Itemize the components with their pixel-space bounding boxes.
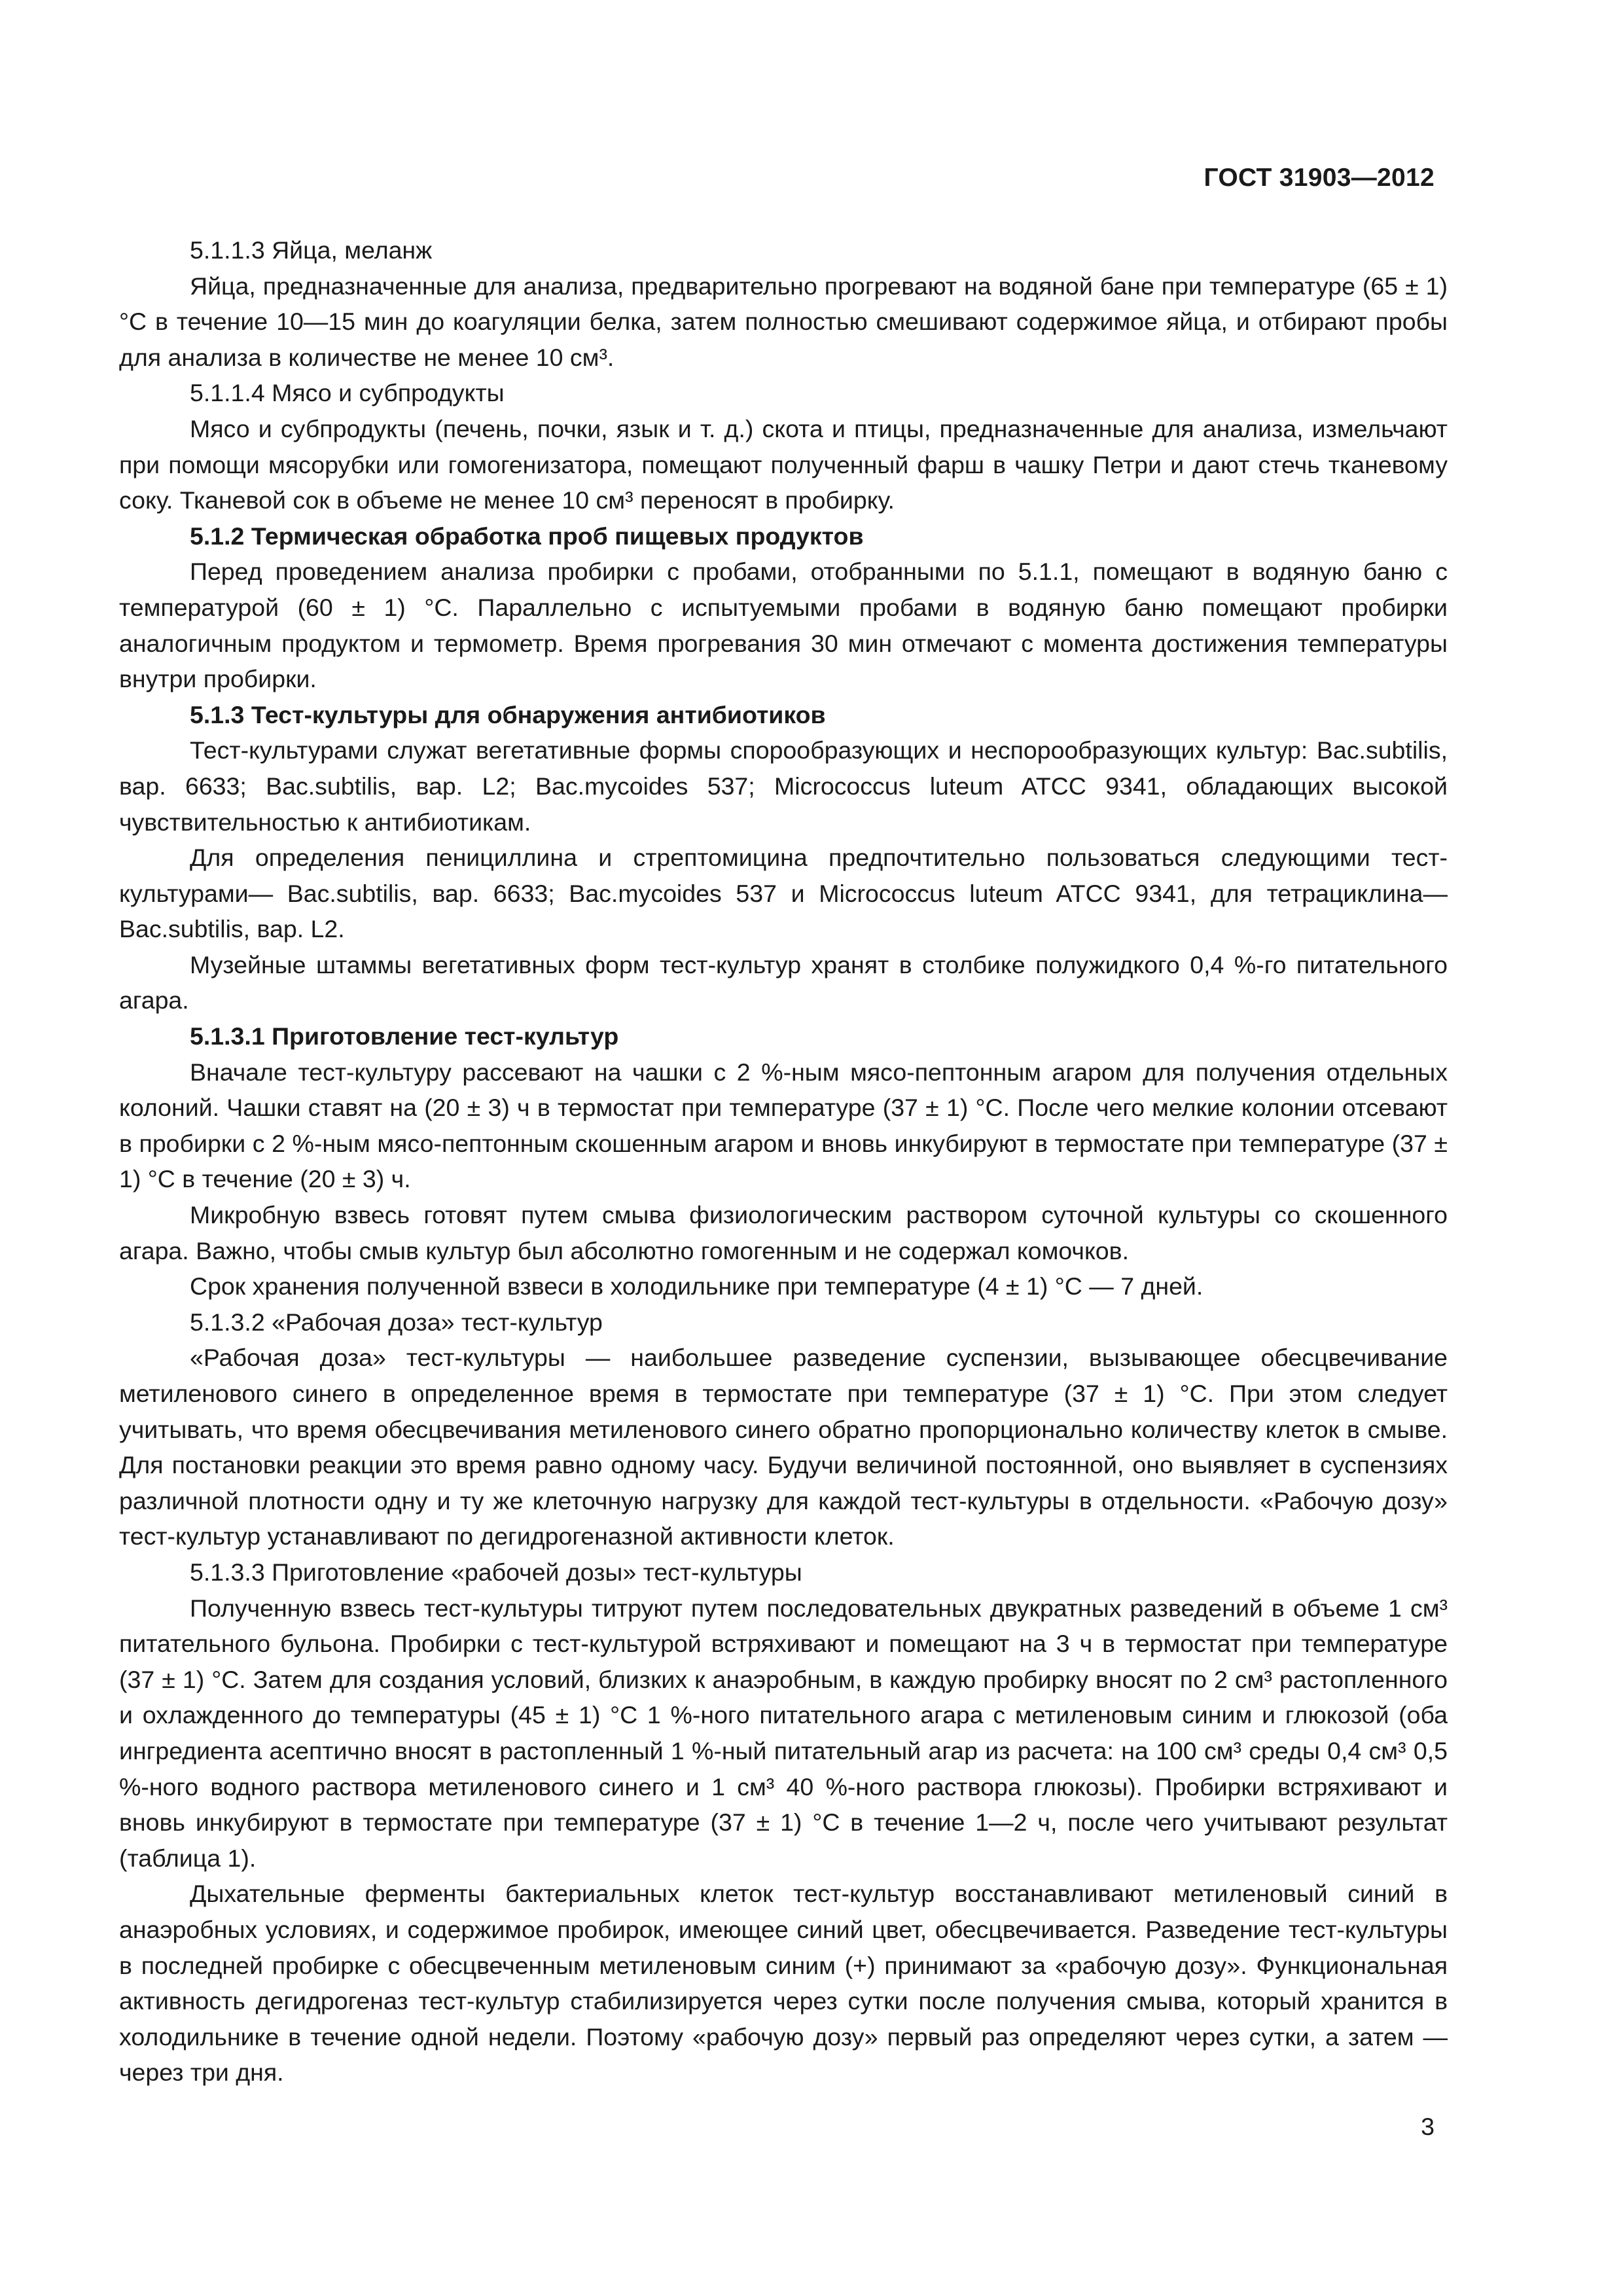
heading-section-5-1-2: 5.1.2 Термическая обработка проб пищевых продуктов (190, 522, 864, 550)
heading-section-5-1-3: 5.1.3 Тест-культуры для обнаружения антибиотиков (190, 700, 826, 728)
paragraph-meat: Мясо и субпродукты (печень, почки, язык и т. д.) скота и птицы, предназначенные для анализа, измельчают при помощи мясорубки или гомогенизатора, помещают полученный фарш в чашку Петри и дают стечь тканевому соку. Тканевой сок в объеме не менее 10 см³ переносят в пробирку. (119, 414, 1448, 514)
page-number: 3 (1421, 2113, 1435, 2140)
paragraph-museum-strains: Музейные штаммы вегетативных форм тест-культур хранят в столбике полужидкого 0,4 %-го питательного агара. (119, 950, 1448, 1014)
paragraph-microbial-suspension: Микробную взвесь готовят путем смыва физиологическим раствором суточной культуры со скошенного агара. Важно, чтобы смыв культур был абсолютно гомогенным и не содержал комочков. (119, 1201, 1448, 1265)
paragraph-thermal-treatment: Перед проведением анализа пробирки с пробами, отобранными по 5.1.1, помещают в водяную баню с температурой (60 ± 1) °С. Параллельно с испытуемыми пробами в водяную баню помещают пробирки аналогичным продуктом и термометр. Время прогревания 30 мин отмечают с момента достижения температуры внутри пробирки. (119, 558, 1448, 693)
paragraph-respiratory-enzymes: Дыхательные ферменты бактериальных клеток тест-культур восстанавливают метиленовый синий в анаэробных условиях, и содержимое пробирок, имеющее синий цвет, обесцвечивается. Разведение тест-культуры в последней пробирке с обесцвеченным метиленовым синим (+) принимают за «рабочую дозу». Функциональная активность дегидрогеназ тест-культур стабилизируется через сутки после получения смыва, который хранится в холодильнике в течение одной недели. Поэтому «рабочую дозу» первый раз определяют через сутки, а затем — через три дня. (119, 1880, 1448, 2087)
document-code: ГОСТ 31903—2012 (1204, 164, 1435, 192)
paragraph-culture-prep: Вначале тест-культуру рассевают на чашки с 2 %-ным мясо-пептонным агаром для получения отдельных колоний. Чашки ставят на (20 ± 3) ч в термостат при температуре (37 ± 1) °С. После чего мелкие колонии отсевают в пробирки с 2 %-ным мясо-пептонным скошенным агаром и вновь инкубируют в термостате при температуре (37 ± 1) °С в течение (20 ± 3) ч. (119, 1058, 1448, 1193)
paragraph-section-5-1-3-2: 5.1.3.2 «Рабочая доза» тест-культур (190, 1308, 603, 1336)
paragraph-test-cultures: Тест-культурами служат вегетативные формы спорообразующих и неспорообразующих культур: Bac.subtilis, вар. 6633; Bac.subtilis, вар. L2; Bac.mycoides 537; Micrococcus luteum ATCC 9341, обладающих высокой чувствительностью к антибиотикам. (119, 736, 1448, 836)
paragraph-penicillin: Для определения пенициллина и стрептомицина предпочтительно пользоваться следующими тест-культурами— Bac.subtilis, вар. 6633; Bac.mycoides 537 и Micrococcus luteum ATCC 9341, для тетрациклина— Bac.subtilis, вар. L2. (119, 844, 1448, 943)
paragraph-titration: Полученную взвесь тест-культуры титруют путем последовательных двукратных разведений в объеме 1 см³ питательного бульона. Пробирки с тест-культурой встряхивают и помещают на 3 ч в термостат при температуре (37 ± 1) °С. Затем для создания условий, близких к анаэробным, в каждую пробирку вносят по 2 см³ растопленного и охлажденного до температуры (45 ± 1) °С 1 %-ного питательного агара с метиленовым синим и глюкозой (оба ингредиента асептично вносят в растопленный 1 %-ный питательный агар из расчета: на 100 см³ среды 0,4 см³ 0,5 %-ного водного раствора метиленового синего и 1 см³ 40 %-ного раствора глюкозы). Пробирки встряхивают и вновь инкубируют в термостате при температуре (37 ± 1) °С в течение 1—2 ч, после чего учитывают результат (таблица 1). (119, 1594, 1448, 1872)
paragraph-section-5-1-1-3: 5.1.1.3 Яйца, меланж (190, 236, 433, 264)
paragraph-section-5-1-3-3: 5.1.3.3 Приготовление «рабочей дозы» тест-культуры (190, 1558, 802, 1586)
paragraph-eggs: Яйца, предназначенные для анализа, предварительно прогревают на водяной бане при температуре (65 ± 1) °С в течение 10—15 мин до коагуляции белка, затем полностью смешивают содержимое яйца, и отбирают пробы для анализа в количестве не менее 10 см³. (119, 272, 1448, 371)
document-body (119, 232, 1448, 2090)
paragraph-working-dose: «Рабочая доза» тест-культуры — наибольшее разведение суспензии, вызывающее обесцвечивание метиленового синего в определенное время в термостате при температуре (37 ± 1) °С. При этом следует учитывать, что время обесцвечивания метиленового синего обратно пропорционально количеству клеток в смыве. Для постановки реакции это время равно одному часу. Будучи величиной постоянной, оно выявляет в суспензиях различной плотности одну и ту же клеточную нагрузку для каждой тест-культуры в отдельности. «Рабочую дозу» тест-культур устанавливают по дегидрогеназной активности клеток. (119, 1344, 1448, 1551)
heading-section-5-1-3-1: 5.1.3.1 Приготовление тест-культур (190, 1022, 619, 1050)
paragraph-storage: Срок хранения полученной взвеси в холодильнике при температуре (4 ± 1) °С — 7 дней. (190, 1272, 1204, 1300)
paragraph-section-5-1-1-4: 5.1.1.4 Мясо и субпродукты (190, 379, 505, 407)
